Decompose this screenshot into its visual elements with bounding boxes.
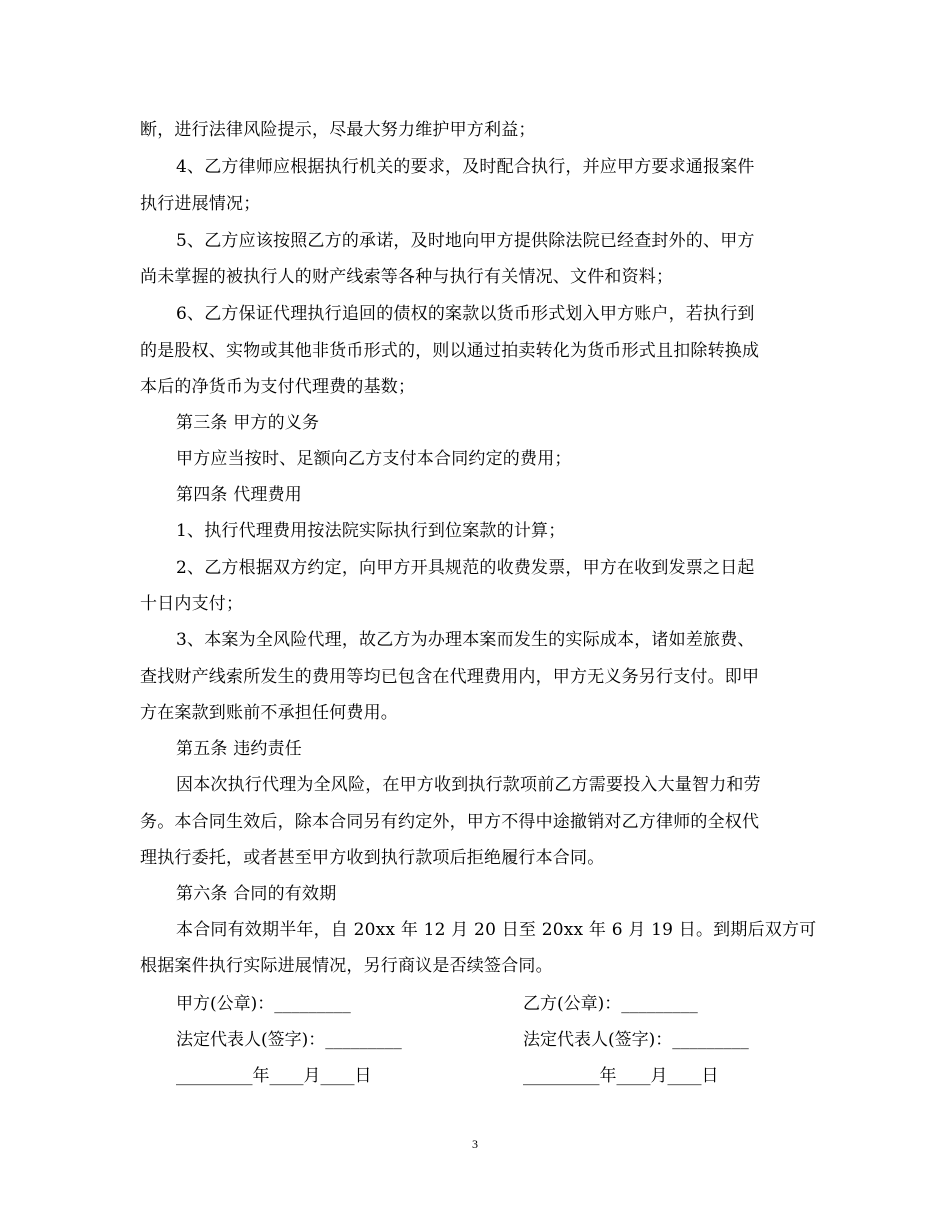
body-line: 甲方应当按时、足额向乙方支付本合同约定的费用； [176, 449, 572, 469]
body-line: 5、乙方应该按照乙方的承诺，及时地向甲方提供除法院已经查封外的、甲方 [176, 231, 755, 251]
body-line: 根据案件执行实际进展情况，另行商议是否续签合同。 [140, 956, 553, 976]
article-heading: 第五条 违约责任 [176, 739, 303, 759]
party-a-seal-line: 甲方(公章)：_________ [176, 994, 351, 1014]
party-b-seal-line: 乙方(公章)：_________ [523, 994, 698, 1014]
body-line: 3、本案为全风险代理，故乙方为办理本案而发生的实际成本，诸如差旅费、 [176, 630, 755, 650]
body-line: 本后的净货币为支付代理费的基数； [140, 377, 416, 397]
body-line: 方在案款到账前不承担任何费用。 [140, 703, 398, 723]
party-a-date-line: _________年____月____日 [176, 1066, 372, 1086]
body-line: 4、乙方律师应根据执行机关的要求，及时配合执行，并应甲方要求通报案件 [176, 157, 755, 177]
body-line: 6、乙方保证代理执行追回的债权的案款以货币形式划入甲方账户，若执行到 [176, 304, 755, 324]
body-line: 1、执行代理费用按法院实际执行到位案款的计算； [176, 521, 566, 541]
article-heading: 第四条 代理费用 [176, 485, 303, 505]
party-a-representative-line: 法定代表人(签字)：_________ [176, 1030, 402, 1050]
body-line: 断，进行法律风险提示，尽最大努力维护甲方利益； [140, 120, 536, 140]
body-line: 理执行委托，或者甚至甲方收到执行款项后拒绝履行本合同。 [140, 848, 605, 868]
body-line: 本合同有效期半年，自 20xx 年 12 月 20 日至 20xx 年 6 月 19 日。到期后双方可 [176, 920, 817, 940]
body-line: 查找财产线索所发生的费用等均已包含在代理费用内，甲方无义务另行支付。即甲 [140, 667, 760, 687]
page-number: 3 [472, 1137, 478, 1151]
article-heading: 第三条 甲方的义务 [176, 413, 320, 433]
body-line: 2、乙方根据双方约定，向甲方开具规范的收费发票，甲方在收到发票之日起 [176, 558, 755, 578]
article-heading: 第六条 合同的有效期 [176, 884, 337, 904]
body-line: 尚未掌握的被执行人的财产线索等各种与执行有关情况、文件和资料； [140, 267, 674, 287]
party-b-date-line: _________年____月____日 [523, 1066, 719, 1086]
body-line: 因本次执行代理为全风险，在甲方收到执行款项前乙方需要投入大量智力和劳 [176, 775, 761, 795]
party-b-representative-line: 法定代表人(签字)：_________ [523, 1030, 749, 1050]
body-line: 的是股权、实物或其他非货币形式的，则以通过拍卖转化为货币形式且扣除转换成 [140, 341, 760, 361]
body-line: 十日内支付； [140, 594, 244, 614]
body-line: 务。本合同生效后，除本合同另有约定外，甲方不得中途撤销对乙方律师的全权代 [140, 812, 760, 832]
body-line: 执行进展情况； [140, 194, 261, 214]
